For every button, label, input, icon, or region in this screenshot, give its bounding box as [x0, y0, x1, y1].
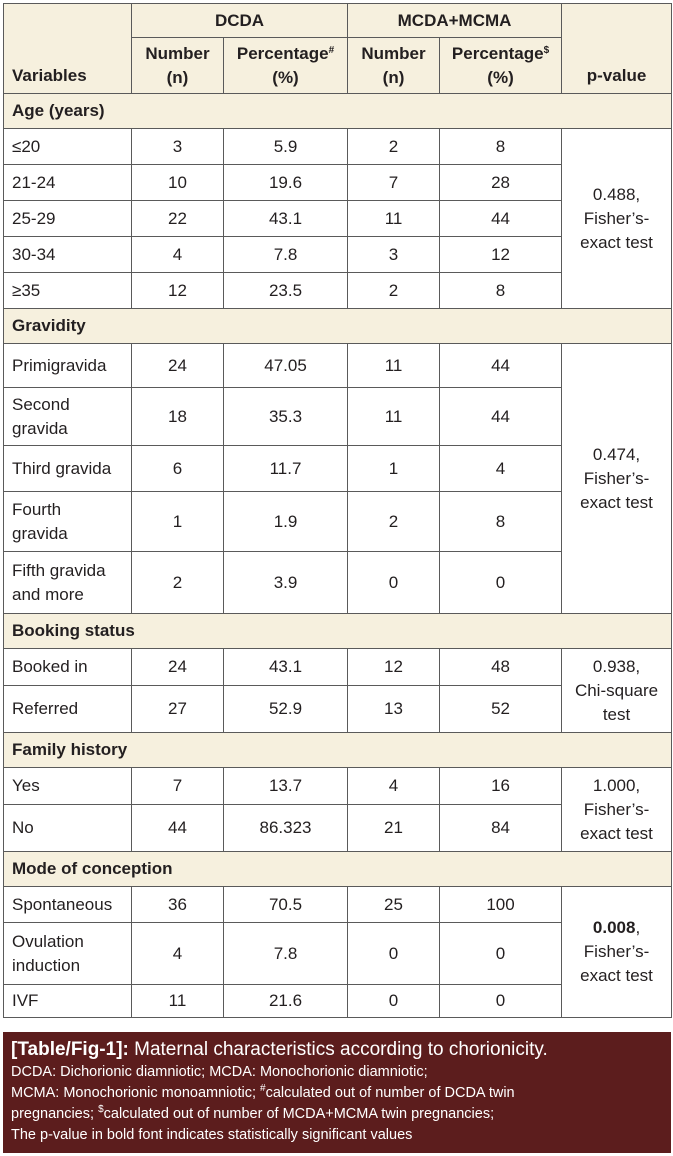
caption-title: [Table/Fig-1]: Maternal characteristics according to chorionicity.	[11, 1039, 548, 1060]
caption-note-3: pregnancies; $calculated out of number of MCDA+MCMA twin pregnancies;	[11, 1104, 495, 1122]
table-row: ≥35 12 23.5 2 8	[4, 273, 672, 309]
table-row: Booked in 24 43.1 12 48 0.938, Chi-square test	[4, 649, 672, 686]
table-row: ≤20 3 5.9 2 8 0.488, Fisher’s- exact test	[4, 129, 672, 165]
table-row: 30-34 4 7.8 3 12	[4, 237, 672, 273]
table-row: Second gravida 18 35.3 11 44	[4, 388, 672, 446]
mc-number-header: Number (n)	[348, 38, 440, 94]
pvalue-cell-conception: 0.008, Fisher’s- exact test	[562, 887, 672, 1018]
table-row: IVF 11 21.6 0 0	[4, 985, 672, 1018]
pvalue-cell-age: 0.488, Fisher’s- exact test	[562, 129, 672, 309]
table-row: Ovulation induction 4 7.8 0 0	[4, 923, 672, 985]
table-row: No 44 86.323 21 84	[4, 805, 672, 852]
dcda-percentage-header: Percentage# (%)	[224, 38, 348, 94]
mc-percentage-header: Percentage$ (%)	[440, 38, 562, 94]
table-row: Fourth gravida 1 1.9 2 8	[4, 492, 672, 552]
dcda-number-header: Number (n)	[132, 38, 224, 94]
section-header-booking-status: Booking status	[4, 614, 672, 649]
table-row: Yes 7 13.7 4 16 1.000, Fisher’s- exact test	[4, 768, 672, 805]
table-row: 21-24 10 19.6 7 28	[4, 165, 672, 201]
variables-header: Variables	[4, 4, 132, 94]
section-header-age: Age (years)	[4, 94, 672, 129]
table-row: Spontaneous 36 70.5 25 100 0.008, Fisher’s- exact test	[4, 887, 672, 923]
caption-note-1: DCDA: Dichorionic diamniotic; MCDA: Monochorionic diamniotic;	[11, 1064, 428, 1080]
table-row: Referred 27 52.9 13 52	[4, 686, 672, 733]
table-row: Primigravida 24 47.05 11 44 0.474, Fisher’s- exact test	[4, 344, 672, 388]
table-row: Fifth gravida and more 2 3.9 0 0	[4, 552, 672, 614]
section-header-mode-of-conception: Mode of conception	[4, 852, 672, 887]
maternal-characteristics-table	[3, 3, 672, 1018]
section-header-gravidity: Gravidity	[4, 309, 672, 344]
significant-pvalue: 0.008	[592, 918, 636, 937]
caption-note-4: The p-value in bold font indicates statistically significant values	[11, 1127, 413, 1143]
pvalue-cell-booking: 0.938, Chi-square test	[562, 649, 672, 733]
table-row: Third gravida 6 11.7 1 4	[4, 446, 672, 492]
header-group-row	[4, 4, 672, 38]
pvalue-cell-family-history: 1.000, Fisher’s- exact test	[562, 768, 672, 852]
figure-caption	[3, 1032, 671, 1153]
section-header-family-history: Family history	[4, 733, 672, 768]
pvalue-header: p-value	[562, 4, 672, 94]
table-row: 25-29 22 43.1 11 44	[4, 201, 672, 237]
pvalue-cell-gravidity: 0.474, Fisher’s- exact test	[562, 344, 672, 614]
caption-note-2: MCMA: Monochorionic monoamniotic; #calculated out of number of DCDA twin	[11, 1083, 515, 1101]
dcda-group-header: DCDA	[132, 4, 348, 38]
mcda-mcma-group-header: MCDA+MCMA	[348, 4, 562, 38]
